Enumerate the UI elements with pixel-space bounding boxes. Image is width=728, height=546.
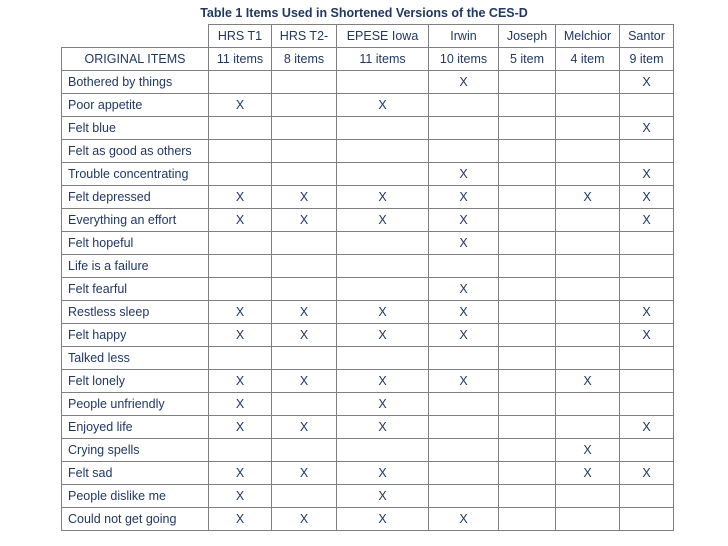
- column-header-name: Irwin: [429, 25, 499, 48]
- item-mark: [272, 393, 337, 416]
- item-mark: [337, 439, 429, 462]
- corner-blank-cell: [62, 25, 209, 48]
- item-mark: X: [556, 462, 620, 485]
- item-mark: [209, 439, 272, 462]
- table-row: [62, 393, 674, 416]
- item-mark: [499, 209, 556, 232]
- table-row: [62, 347, 674, 370]
- column-header-name: Joseph: [499, 25, 556, 48]
- item-mark: [499, 163, 556, 186]
- item-label: Felt depressed: [62, 186, 209, 209]
- item-mark: [272, 278, 337, 301]
- item-mark: X: [209, 301, 272, 324]
- item-label: Felt happy: [62, 324, 209, 347]
- column-header-name: HRS T1: [209, 25, 272, 48]
- item-mark: X: [556, 439, 620, 462]
- item-mark: X: [620, 209, 674, 232]
- item-mark: [429, 117, 499, 140]
- item-mark: [429, 439, 499, 462]
- item-label: Trouble concentrating: [62, 163, 209, 186]
- item-mark: X: [337, 301, 429, 324]
- table-row: [62, 485, 674, 508]
- table-row: [62, 117, 674, 140]
- item-mark: [499, 255, 556, 278]
- item-mark: [556, 94, 620, 117]
- item-mark: X: [620, 301, 674, 324]
- item-mark: X: [620, 186, 674, 209]
- item-mark: [620, 370, 674, 393]
- item-mark: X: [272, 209, 337, 232]
- item-mark: [556, 255, 620, 278]
- item-label: Life is a failure: [62, 255, 209, 278]
- table-row: [62, 462, 674, 485]
- item-mark: [620, 347, 674, 370]
- item-label: Talked less: [62, 347, 209, 370]
- table-row: [62, 278, 674, 301]
- item-label: People unfriendly: [62, 393, 209, 416]
- item-mark: [429, 393, 499, 416]
- item-mark: [556, 301, 620, 324]
- item-mark: [337, 163, 429, 186]
- item-label: Felt fearful: [62, 278, 209, 301]
- item-mark: [499, 508, 556, 531]
- table-row: [62, 324, 674, 347]
- item-mark: [499, 71, 556, 94]
- item-label: Enjoyed life: [62, 416, 209, 439]
- item-mark: [429, 462, 499, 485]
- item-mark: X: [272, 508, 337, 531]
- item-mark: X: [272, 416, 337, 439]
- column-header-name: EPESE Iowa: [337, 25, 429, 48]
- ces-d-items-table: [61, 24, 674, 531]
- item-mark: [272, 71, 337, 94]
- column-header-name: HRS T2-: [272, 25, 337, 48]
- item-mark: [209, 163, 272, 186]
- item-mark: [209, 347, 272, 370]
- table-row: [62, 186, 674, 209]
- item-label: Felt sad: [62, 462, 209, 485]
- item-mark: X: [209, 462, 272, 485]
- item-label: Everything an effort: [62, 209, 209, 232]
- item-mark: X: [337, 485, 429, 508]
- item-mark: X: [429, 163, 499, 186]
- item-mark: X: [556, 370, 620, 393]
- item-mark: [620, 508, 674, 531]
- item-mark: X: [209, 416, 272, 439]
- item-mark: [499, 370, 556, 393]
- item-mark: [620, 94, 674, 117]
- item-mark: [499, 393, 556, 416]
- table-row: [62, 301, 674, 324]
- item-mark: [499, 462, 556, 485]
- item-mark: X: [429, 324, 499, 347]
- item-mark: [272, 117, 337, 140]
- table-row: [62, 232, 674, 255]
- item-label: Restless sleep: [62, 301, 209, 324]
- item-mark: [272, 485, 337, 508]
- item-mark: [499, 347, 556, 370]
- item-mark: X: [429, 209, 499, 232]
- item-mark: [556, 393, 620, 416]
- item-mark: X: [209, 209, 272, 232]
- item-mark: X: [337, 324, 429, 347]
- item-mark: [272, 255, 337, 278]
- item-mark: [272, 232, 337, 255]
- item-label: Felt hopeful: [62, 232, 209, 255]
- item-mark: X: [337, 508, 429, 531]
- table-row: [62, 416, 674, 439]
- item-count-row: [62, 48, 674, 71]
- table-row: [62, 439, 674, 462]
- item-mark: [337, 117, 429, 140]
- table-row: [62, 209, 674, 232]
- item-mark: [272, 347, 337, 370]
- item-mark: [499, 485, 556, 508]
- item-mark: X: [272, 324, 337, 347]
- item-mark: [556, 209, 620, 232]
- item-mark: [556, 163, 620, 186]
- item-mark: X: [429, 186, 499, 209]
- column-item-count: 8 items: [272, 48, 337, 71]
- column-item-count: 5 item: [499, 48, 556, 71]
- item-mark: X: [429, 508, 499, 531]
- item-mark: [337, 347, 429, 370]
- item-mark: [556, 485, 620, 508]
- item-mark: X: [337, 416, 429, 439]
- table-row: [62, 163, 674, 186]
- item-mark: [620, 439, 674, 462]
- item-mark: [272, 163, 337, 186]
- item-mark: [556, 140, 620, 163]
- item-label: Crying spells: [62, 439, 209, 462]
- item-mark: [429, 255, 499, 278]
- item-mark: [499, 140, 556, 163]
- column-item-count: 4 item: [556, 48, 620, 71]
- table-row: [62, 508, 674, 531]
- item-mark: X: [429, 232, 499, 255]
- item-mark: X: [337, 462, 429, 485]
- item-label: Could not get going: [62, 508, 209, 531]
- item-mark: [337, 255, 429, 278]
- item-mark: X: [429, 71, 499, 94]
- item-mark: [556, 117, 620, 140]
- item-mark: [620, 393, 674, 416]
- item-mark: [556, 324, 620, 347]
- item-mark: [429, 140, 499, 163]
- item-mark: X: [209, 393, 272, 416]
- item-label: Bothered by things: [62, 71, 209, 94]
- item-mark: X: [337, 370, 429, 393]
- item-mark: X: [209, 485, 272, 508]
- item-mark: X: [429, 301, 499, 324]
- item-mark: X: [620, 71, 674, 94]
- item-mark: X: [337, 393, 429, 416]
- item-mark: X: [209, 324, 272, 347]
- item-mark: [499, 278, 556, 301]
- item-mark: X: [620, 324, 674, 347]
- item-mark: [429, 416, 499, 439]
- item-mark: [429, 347, 499, 370]
- item-mark: X: [620, 163, 674, 186]
- item-mark: X: [337, 209, 429, 232]
- item-mark: X: [429, 370, 499, 393]
- item-mark: X: [556, 186, 620, 209]
- column-header-name: Santor: [620, 25, 674, 48]
- item-mark: [556, 347, 620, 370]
- item-mark: [620, 140, 674, 163]
- item-mark: X: [272, 370, 337, 393]
- item-mark: [209, 140, 272, 163]
- item-mark: [620, 278, 674, 301]
- item-mark: [272, 140, 337, 163]
- item-mark: [620, 232, 674, 255]
- item-mark: [209, 278, 272, 301]
- item-mark: [272, 94, 337, 117]
- item-mark: [499, 324, 556, 347]
- item-mark: X: [272, 301, 337, 324]
- item-mark: X: [620, 462, 674, 485]
- table-row: [62, 140, 674, 163]
- item-mark: [556, 71, 620, 94]
- table-row: [62, 370, 674, 393]
- column-name-row: [62, 25, 674, 48]
- item-label: People dislike me: [62, 485, 209, 508]
- item-mark: [499, 301, 556, 324]
- item-label: Felt as good as others: [62, 140, 209, 163]
- item-mark: [499, 439, 556, 462]
- table-title: Table 1 Items Used in Shortened Versions of the CES-D: [200, 6, 528, 20]
- item-mark: [620, 485, 674, 508]
- item-mark: [429, 485, 499, 508]
- item-mark: [556, 416, 620, 439]
- column-header-name: Melchior: [556, 25, 620, 48]
- item-mark: [272, 439, 337, 462]
- column-item-count: 10 items: [429, 48, 499, 71]
- item-mark: [620, 255, 674, 278]
- column-item-count: 11 items: [209, 48, 272, 71]
- column-item-count: 9 item: [620, 48, 674, 71]
- item-mark: X: [209, 186, 272, 209]
- item-mark: X: [429, 278, 499, 301]
- item-label: Poor appetite: [62, 94, 209, 117]
- item-mark: [209, 117, 272, 140]
- item-mark: [499, 117, 556, 140]
- item-mark: X: [272, 462, 337, 485]
- item-mark: [209, 255, 272, 278]
- table-row: [62, 71, 674, 94]
- column-item-count: 11 items: [337, 48, 429, 71]
- item-mark: [337, 278, 429, 301]
- item-label: Felt blue: [62, 117, 209, 140]
- item-mark: X: [209, 370, 272, 393]
- item-mark: [337, 140, 429, 163]
- item-mark: X: [272, 186, 337, 209]
- table-row: [62, 94, 674, 117]
- item-mark: [499, 232, 556, 255]
- item-label: Felt lonely: [62, 370, 209, 393]
- item-mark: X: [337, 186, 429, 209]
- table-row: [62, 255, 674, 278]
- item-mark: X: [209, 94, 272, 117]
- item-mark: [499, 94, 556, 117]
- item-mark: [337, 71, 429, 94]
- item-mark: [499, 416, 556, 439]
- item-mark: X: [620, 416, 674, 439]
- item-mark: X: [620, 117, 674, 140]
- item-mark: [209, 71, 272, 94]
- item-mark: [209, 232, 272, 255]
- item-mark: [499, 186, 556, 209]
- original-items-header: ORIGINAL ITEMS: [62, 48, 209, 71]
- item-mark: X: [337, 94, 429, 117]
- item-mark: [556, 508, 620, 531]
- item-mark: [429, 94, 499, 117]
- item-mark: X: [209, 508, 272, 531]
- item-mark: [556, 278, 620, 301]
- item-mark: [556, 232, 620, 255]
- item-mark: [337, 232, 429, 255]
